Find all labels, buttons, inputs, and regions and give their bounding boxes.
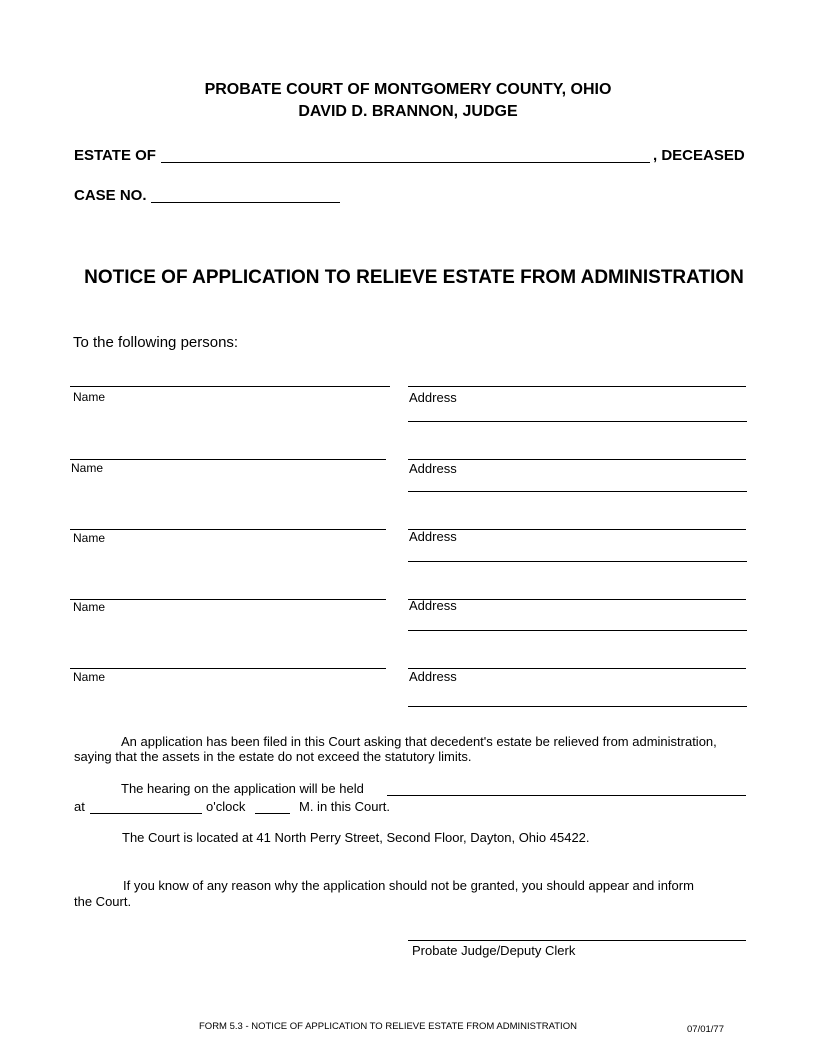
name-field[interactable] xyxy=(70,386,390,387)
address-field-line1[interactable] xyxy=(408,459,746,460)
court-location: The Court is located at 41 North Perry Street, Second Floor, Dayton, Ohio 45422. xyxy=(122,830,590,845)
address-field-line2[interactable] xyxy=(408,421,747,422)
address-label: Address xyxy=(409,598,457,613)
deceased-label: , DECEASED xyxy=(653,147,745,164)
name-field[interactable] xyxy=(70,459,386,460)
intro-text: To the following persons: xyxy=(73,334,239,351)
case-no-label: CASE NO. xyxy=(74,187,147,204)
case-no-field[interactable] xyxy=(151,202,340,203)
hearing-time-field[interactable] xyxy=(90,813,202,814)
m-in-court-label: M. in this Court. xyxy=(299,799,391,814)
am-pm-field[interactable] xyxy=(255,813,290,814)
address-field-line1[interactable] xyxy=(408,668,746,669)
name-field[interactable] xyxy=(70,529,386,530)
address-field-line1[interactable] xyxy=(408,386,746,387)
estate-name-field[interactable] xyxy=(161,162,650,163)
judge-name: DAVID D. BRANNON, JUDGE xyxy=(298,103,518,120)
at-label: at xyxy=(74,799,85,814)
name-field[interactable] xyxy=(70,668,386,669)
address-field-line2[interactable] xyxy=(408,706,747,707)
name-label: Name xyxy=(71,461,104,475)
form-date: 07/01/77 xyxy=(687,1024,724,1035)
hearing-date-field[interactable] xyxy=(387,795,746,796)
address-field-line2[interactable] xyxy=(408,561,747,562)
address-label: Address xyxy=(409,529,457,544)
estate-of-label: ESTATE OF xyxy=(74,147,156,164)
address-field-line1[interactable] xyxy=(408,529,746,530)
application-paragraph-line1: An application has been filed in this Court asking that decedent's estate be relieved from administration, xyxy=(121,734,717,749)
oclock-label: o'clock xyxy=(206,799,246,814)
address-label: Address xyxy=(409,390,457,405)
address-field-line2[interactable] xyxy=(408,491,747,492)
objection-paragraph-line2: the Court. xyxy=(74,894,132,909)
address-field-line1[interactable] xyxy=(408,599,746,600)
court-name: PROBATE COURT OF MONTGOMERY COUNTY, OHIO xyxy=(204,81,612,98)
form-footer: FORM 5.3 - NOTICE OF APPLICATION TO RELIEVE ESTATE FROM ADMINISTRATION xyxy=(199,1021,577,1032)
name-label: Name xyxy=(73,670,106,684)
name-label: Name xyxy=(73,531,106,545)
address-label: Address xyxy=(409,669,457,684)
signature-label: Probate Judge/Deputy Clerk xyxy=(412,943,576,958)
form-title: NOTICE OF APPLICATION TO RELIEVE ESTATE FROM ADMINISTRATION xyxy=(84,267,744,288)
objection-paragraph-line1: If you know of any reason why the application should not be granted, you should appear and inform xyxy=(123,878,694,893)
name-field[interactable] xyxy=(70,599,386,600)
hearing-text: The hearing on the application will be held xyxy=(121,781,364,796)
address-field-line2[interactable] xyxy=(408,630,747,631)
name-label: Name xyxy=(73,390,106,404)
name-label: Name xyxy=(73,600,106,614)
signature-line[interactable] xyxy=(408,940,746,941)
application-paragraph-line2: saying that the assets in the estate do not exceed the statutory limits. xyxy=(74,749,472,764)
address-label: Address xyxy=(409,461,457,476)
